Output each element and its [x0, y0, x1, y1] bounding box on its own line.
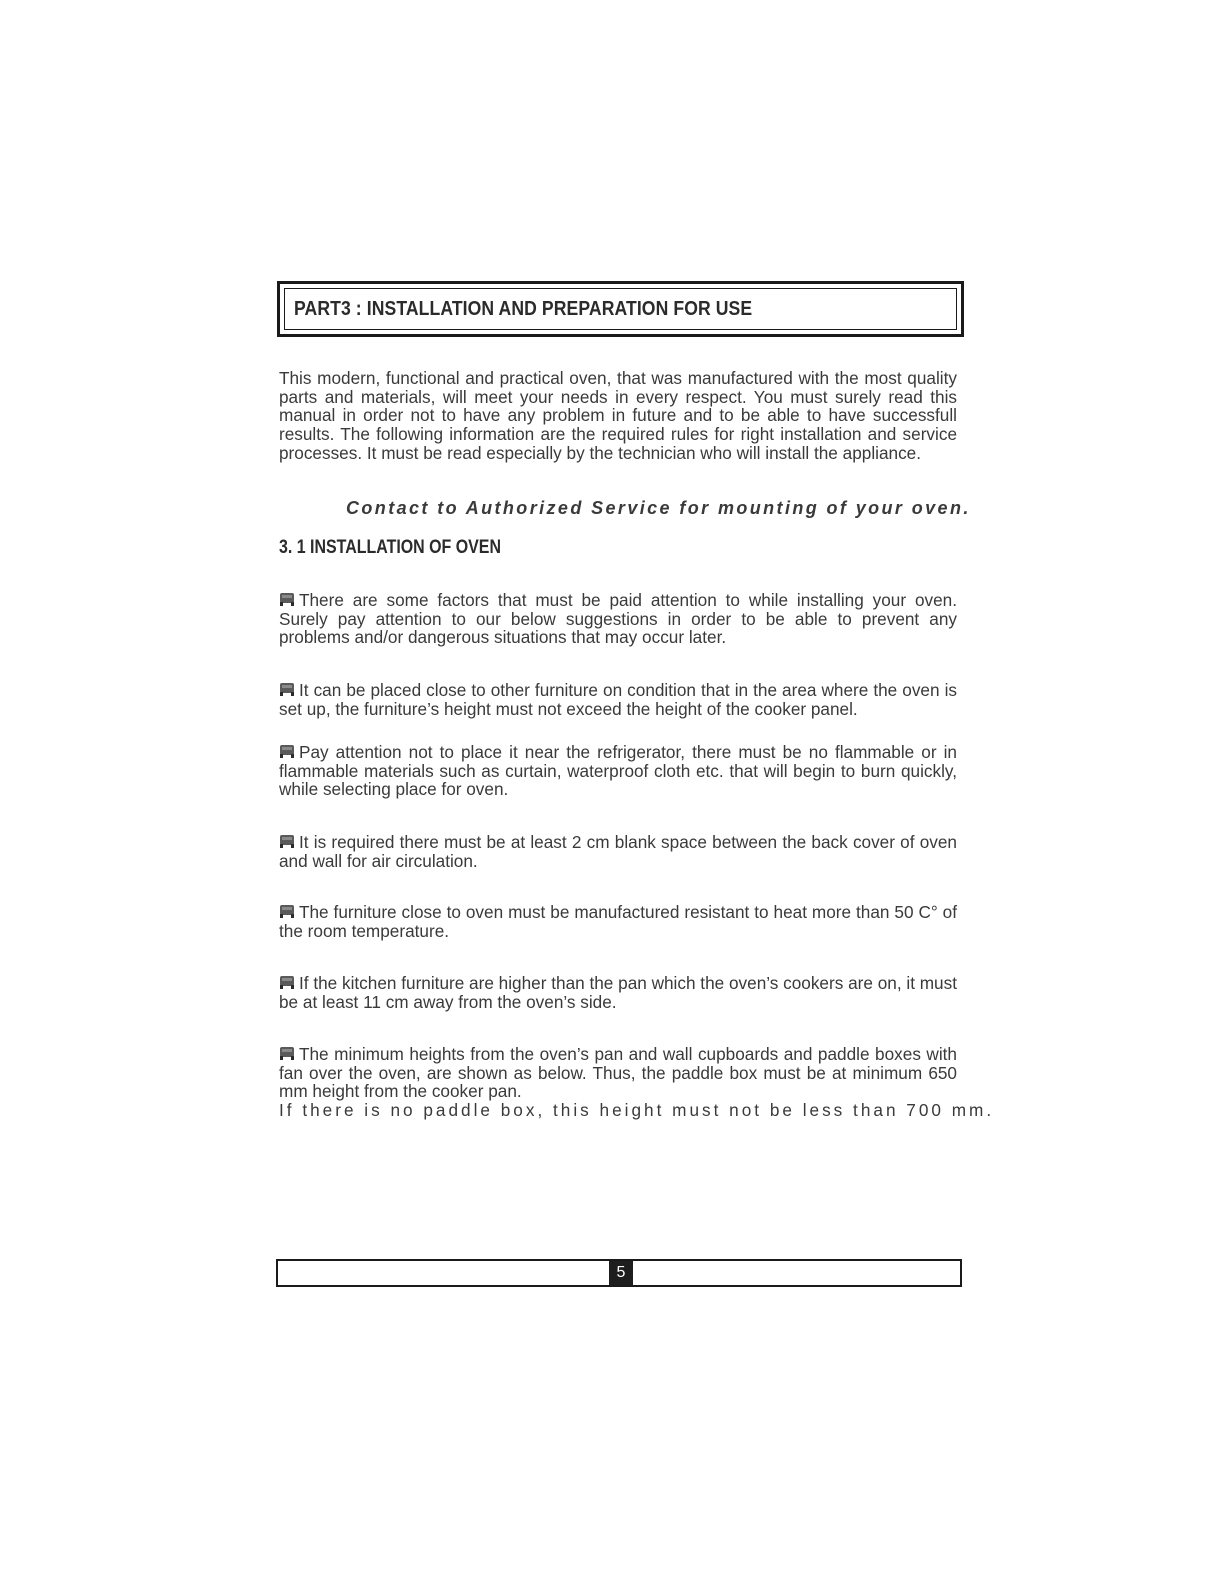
book-bullet-icon — [279, 1046, 295, 1061]
footer-bar — [276, 1259, 962, 1287]
bullet-text: Pay attention not to place it near the refrigerator, there must be no flammable or in flammable materials such as curtain, waterproof cloth etc. that will begin to burn quickly, while selecting place for oven. — [279, 742, 957, 800]
bullet-text: It is required there must be at least 2 cm blank space between the back cover of oven and wall for air circulation. — [279, 832, 957, 871]
part-title-box — [277, 281, 964, 337]
bullet-paragraph — [279, 743, 957, 799]
bullet-text: The minimum heights from the oven’s pan and wall cupboards and paddle boxes with fan over the oven, are shown as below. Thus, the paddle box must be at minimum 650 mm height from the cooker pan. — [279, 1044, 957, 1102]
book-bullet-icon — [279, 744, 295, 759]
bullet-text: If the kitchen furniture are higher than the pan which the oven’s cookers are on, it must be at least 11 cm away from the oven’s side. — [279, 973, 957, 1012]
contact-service-note: Contact to Authorized Service for mounting of your oven. — [346, 498, 971, 518]
bullet-paragraph — [279, 591, 957, 647]
bullet-text: The furniture close to oven must be manufactured resistant to heat more than 50 C° of the room temperature. — [279, 902, 957, 941]
bullet-paragraph — [279, 681, 957, 718]
bullet-paragraph — [279, 833, 957, 870]
book-bullet-icon — [279, 682, 295, 697]
part-title: PART3 : INSTALLATION AND PREPARATION FOR USE — [294, 298, 753, 320]
bullet-paragraph — [279, 1044, 995, 1121]
page-number: 5 — [609, 1261, 633, 1285]
book-bullet-icon — [279, 904, 295, 919]
book-bullet-icon — [279, 975, 295, 990]
intro-paragraph: This modern, functional and practical oven, that was manufactured with the most quality parts and materials, will meet your needs in every respect. You must surely read this manual in order not to have any problem in future and to be able to have successfull results. The following information are the required rules for right installation and service processes. It must be read especially by the technician who will install the appliance. — [279, 368, 957, 463]
bullet-extra-line: If there is no paddle box, this height must not be less than 700 mm. — [279, 1100, 995, 1121]
bullet-text: There are some factors that must be paid attention to while installing your oven. Surely pay attention to our below suggestions in order to be able to prevent any problems and/or dangerous situations that may occur later. — [279, 590, 957, 648]
book-bullet-icon — [279, 592, 295, 607]
book-bullet-icon — [279, 834, 295, 849]
bullet-paragraph — [279, 974, 957, 1011]
section-heading: 3. 1 INSTALLATION OF OVEN — [279, 537, 501, 558]
bullet-paragraph — [279, 903, 957, 940]
bullet-text: It can be placed close to other furniture on condition that in the area where the oven is set up, the furniture’s height must not exceed the height of the cooker panel. — [279, 680, 957, 719]
